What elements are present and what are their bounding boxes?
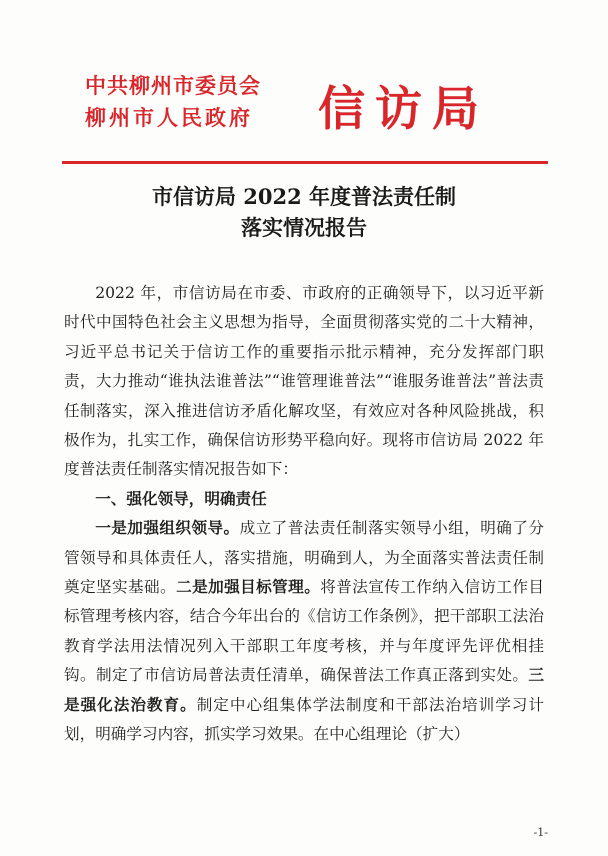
title-line-2: 落实情况报告 [241,215,367,240]
document-title [0,181,608,243]
red-header-rule [62,161,548,164]
point-2-heading: 二是加强目标管理。 [176,578,321,597]
title-line-1: 市信访局 2022 年度普法责任制 [151,184,457,209]
document-body [64,279,544,750]
point-1-text: 成立了普法责任制落实领导小组，明确了分管领导和具体责任人，落实措施，明确到人，为全面落实普法责任制奠定坚实基础。 [64,519,544,597]
section-1-paragraph [64,514,544,749]
point-2-text: 将普法宣传工作纳入信访工作目标管理考核内容，结合今年出台的《信访工作条例》，把干部职工法治教育学法用法情况列入干部职工年度考核，并与年度评先评优相挂钩。制定了市信访局普法责任清单，确保普法工作真正落到实处。 [64,578,544,685]
intro-paragraph: 2022 年，市信访局在市委、市政府的正确领导下，以习近平新时代中国特色社会主义思想为指导，全面贯彻落实党的二十大精神，习近平总书记关于信访工作的重要指示批示精神，充分发挥部门职责，大力推动“谁执法谁普法”“谁管理谁普法”“谁服务谁普法”普法责任制落实，深入推进信访矛盾化解攻坚，有效应对各种风险挑战，积极作为，扎实工作，确保信访形势平稳向好。现将市信访局 2022 年度普法责任制落实情况报告如下： [64,284,544,479]
org-party-committee: 中共柳州市委员会 [85,73,261,98]
org-government: 柳州市人民政府 [85,105,253,130]
issuing-organizations [85,70,261,134]
point-1-heading: 一是加强组织领导。 [95,519,240,538]
point-3-text: 制定中心组集体学法制度和干部法治培训学习计划，明确学习内容，抓实学习效果。在中心组理论（扩大） [64,695,544,744]
page-number: -1- [533,826,548,839]
bureau-name: 信访局 [318,82,489,137]
section-heading-1: 一、强化领导，明确责任 [95,489,267,508]
point-3-heading: 三是强化法治教育。 [64,666,544,714]
